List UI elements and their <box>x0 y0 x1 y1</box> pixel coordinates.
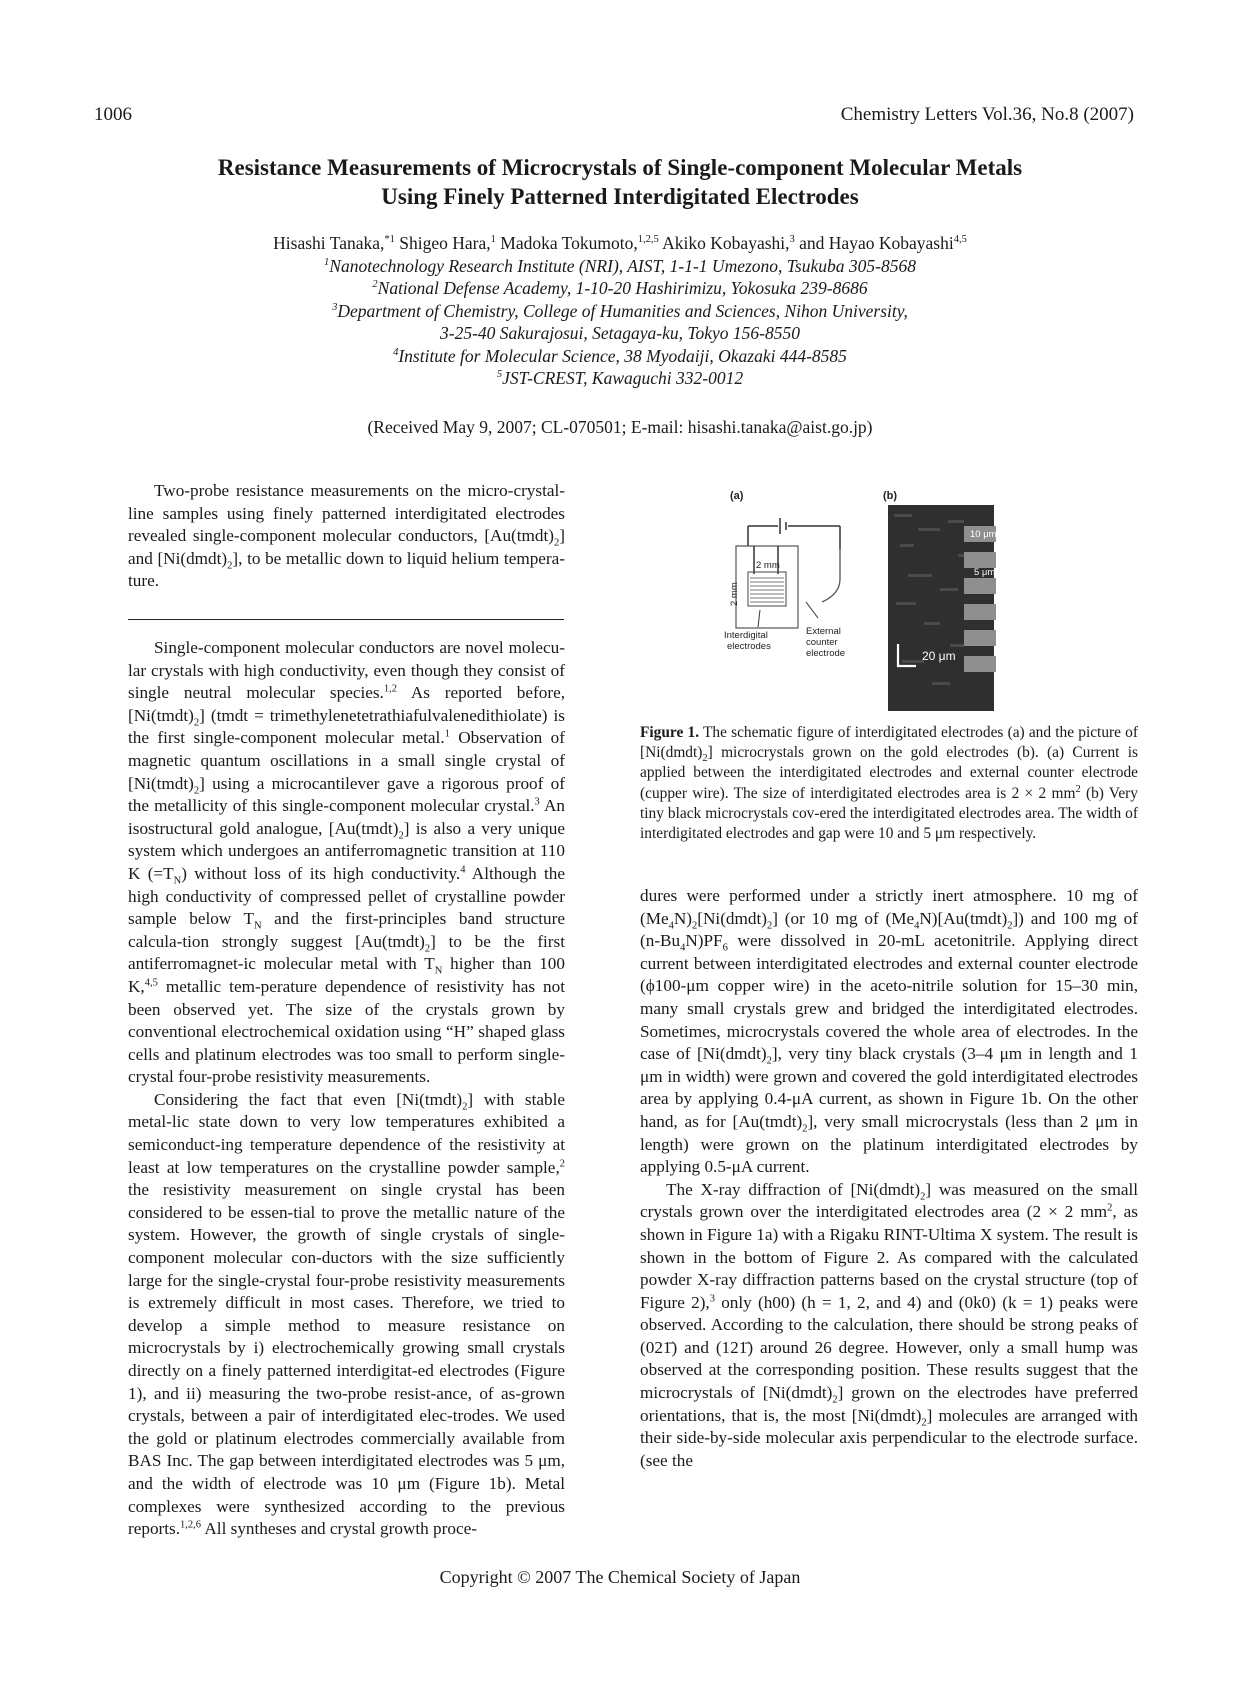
title-line-2: Using Finely Patterned Interdigitated Electrodes <box>381 184 859 209</box>
affiliation-2: $^2$National Defense Academy, 1-10-20 Hashirimizu, Yokosuka 239-8686 <box>372 278 868 298</box>
figure-label-a: (a) <box>730 490 744 502</box>
affiliation-3: $^3$Department of Chemistry, College of Humanities and Sciences, Nihon University, <box>332 300 908 321</box>
paragraph: The X-ray diffraction of $[Ni(dmdt)_2]$ was measured on the small crystals grown over the interdigitated electrodes area (2 × 2 $mm^2$, as shown in Figure 1a) with a Rigaku RINT-Ultima X system. The result is shown in the bottom of Figure 2. As compared with the calculated powder X-ray diffraction patterns based on the crystal structure (top of Figure 2),$^3$ only (h00) (h = 1, 2, and 4) and (0k0) (k = 1) peaks were observed. According to the calculation, there should be strong peaks of (021̄) and (121̄) around 26 degree. However, only a small hump was observed at the corresponding position. These results suggest that the microcrystals of $[Ni(dmdt)_2]$ grown on the electrodes have preferred orientations, that is, the most $[Ni(dmdt)_2]$ molecules are arranged with their side-by-side molecular axis perpendicular to the electrode surface. (see the <box>640 1179 1139 1470</box>
affiliation-5: $^5$JST-CREST, Kawaguchi 332-0012 <box>496 368 744 388</box>
title-line-1: Resistance Measurements of Microcrystals of Single-component Molecular Metals <box>217 155 1023 180</box>
left-column-body <box>128 637 565 1541</box>
right-column-body <box>640 885 1138 1472</box>
affiliation-4: $^4$Institute for Molecular Science, 38 Myodaiji, Okazaki 444-8585 <box>393 345 847 366</box>
author-block <box>120 232 1120 390</box>
abstract: Two-probe resistance measurements on the micro-crystal-line samples using finely patterned interdigitated electrodes revealed single-component molecular conductors, $[Au(tmdt)_2]$ and $[Ni(dmdt)_2]$, to be metallic down to liquid helium tempera-ture. <box>128 481 565 591</box>
abstract-divider <box>128 619 564 620</box>
label-counter: counter <box>806 637 838 648</box>
page-number: 1006 <box>94 104 132 125</box>
received-line: (Received May 9, 2007; CL-070501; E-mail: hisashi.tanaka@aist.go.jp) <box>367 417 873 437</box>
paragraph: Single-component molecular conductors are novel molecu-lar crystals with high conductivity, even though they consist of single neutral molecular species.$^{1,2}$ As reported before, $[Ni(tmdt)_2]$ (tmdt = trimethylenetetrathiafulvalenedithiolate) is the first single-component molecular metal.$^1$ Observation of magnetic quantum oscillations in a small single crystal of $[Ni(tmdt)_2]$ using a microcantilever gave a rigorous proof of the metallicity of this single-component molecular crystal.$^3$ An isostructural gold analogue, $[Au(tmdt)_2]$ is also a very unique system which undergoes an antiferromagnetic transition at 110 K $(=T_N)$ without loss of its high conductivity.$^4$ Although the high conductivity of compressed pellet of crystalline powder sample below $T_N$ and the first-principles band structure calcula-tion strongly suggest $[Au(tmdt)_2]$ to be the first antiferromagnet-ic molecular metal with $T_N$ higher than 100 K,$^{4,5}$ metallic tem-perature dependence of resistivity has not been observed yet. The size of the crystals grown by conventional electrochemical oxidation using “H” shaped glass cells and platinum electrodes was too small to perform single-crystal four-probe resistivity measurements. <box>128 638 566 1087</box>
figure-1 <box>718 484 1058 712</box>
scale-5um: 5 μm <box>974 567 996 578</box>
journal-header: Chemistry Letters Vol.36, No.8 (2007) <box>840 104 1134 125</box>
author-list: Hisashi Tanaka,$^{*1}$ Shigeo Hara,$^1$ Madoka Tokumoto,$^{1,2,5}$ Akiko Kobayashi,$^3$ and Hayao Kobayashi$^{4,5}$ <box>273 233 967 253</box>
dim-2mm-horizontal: 2 mm <box>756 560 780 571</box>
paper-title <box>120 153 1120 211</box>
paragraph: Considering the fact that even $[Ni(tmdt)_2]$ with stable metal-lic state down to very low temperatures exhibited a semiconduct-ing temperature dependence of the resistivity at least at low temperatures on the crystalline powder sample,$^2$ the resistivity measurement on single crystal has been considered to be essen-tial to prove the metallic nature of the system. However, the growth of single crystals of single-component molecular con-ductors with the size sufficiently large for the single-crystal four-probe resistivity measurements is extremely difficult in most cases. Therefore, we tried to develop a simple method to measure resistance on microcrystals by i) electrochemically growing small crystals directly on a finely patterned interdigitat-ed electrodes (Figure 1), and ii) measuring the two-probe resist-ance, of as-grown crystals, between a pair of interdigitated elec-trodes. We used the gold or platinum electrodes commercially available from BAS Inc. The gap between interdigitated electrodes was 5 μm, and the width of electrode was 10 μm (Figure 1b). Metal complexes were synthesized according to the previous reports.$^{1,2,6}$ All syntheses and crystal growth proce- <box>128 1089 565 1539</box>
figure-1a-schematic <box>718 484 1058 712</box>
label-electrode: electrode <box>806 648 846 659</box>
copyright-footer: Copyright © 2007 The Chemical Society of Japan <box>439 1567 801 1587</box>
figure-label-b: (b) <box>883 490 898 502</box>
paragraph: dures were performed under a strictly inert atmosphere. 10 mg of $(Me_4N)_2[Ni(dmdt)_2]$ (or 10 mg of $(Me_4N)[Au(tmdt)_2]$) and 100 mg of $(n-Bu_4N)PF_6$ were dissolved in 20-mL acetonitrile. Applying direct current between interdigitated electrodes and external counter electrode (ϕ100-μm copper wire) in the aceto-nitrile solution for 15–30 min, many small crystals grew and bridged the interdigitated electrodes. Sometimes, microcrystals covered the whole area of electrodes. In the case of $[Ni(dmdt)_2]$, very tiny black crystals (3–4 μm in length and 1 μm in width) were grown and covered the gold interdigitated electrodes area by applying 0.4-μA current, as shown in Figure 1b. On the other hand, as for $[Au(tmdt)_2]$, very small microcrystals (less than 2 μm in length) were grown on the platinum interdigitated electrodes by applying 0.5-μA current. <box>640 886 1138 1177</box>
affiliation-1: $^1$Nanotechnology Research Institute (NRI), AIST, 1-1-1 Umezono, Tsukuba 305-8568 <box>324 255 916 276</box>
label-external: External <box>806 626 841 637</box>
figure-1-caption: Figure 1. The schematic figure of interdigitated electrodes (a) and the picture of $[Ni(dmdt)_2]$ microcrystals grown on the gold electrodes (b). (a) Current is applied between the interdigitated electrodes and external counter electrode (cupper wire). The size of interdigitated electrodes area is 2 × 2 $mm^2$ (b) Very tiny black microcrystals cov-ered the interdigitated electrodes area. The width of interdigitated electrodes and gap were 10 and 5 μm respectively. <box>640 724 1138 843</box>
affiliation-3-cont: 3-25-40 Sakurajosui, Setagaya-ku, Tokyo 156-8550 <box>440 323 800 343</box>
scale-10um: 10 μm <box>970 529 997 540</box>
scale-20um: 20 μm <box>922 649 956 663</box>
label-electrodes: electrodes <box>727 641 771 652</box>
dim-2mm-vertical: 2 mm <box>729 582 740 606</box>
label-interdigital: Interdigital <box>724 630 768 641</box>
